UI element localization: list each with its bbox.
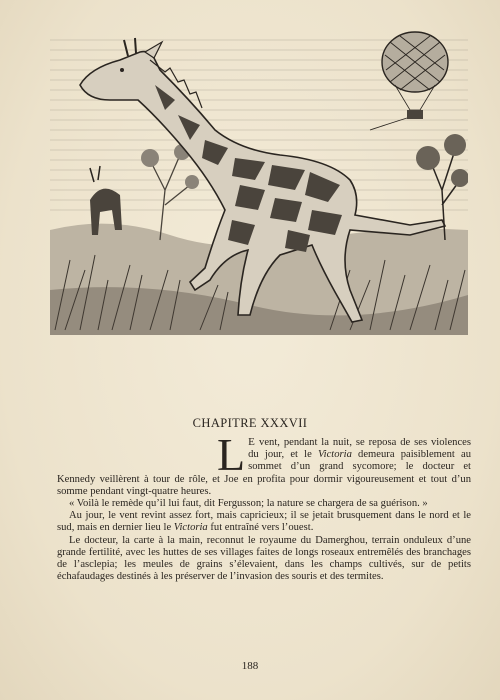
paragraph-3 [57, 510, 471, 534]
ship-name: Victoria [317, 449, 352, 461]
paragraph-3-text-a: Au jour, le vent revint assez fort, mais capricieux; il se jetait brusquement dans le nord et le sud, mais en dernier lieu le [57, 510, 471, 534]
victoria-balloon [370, 32, 448, 130]
ship-name: Victoria [173, 522, 208, 534]
page-number: 188 [241, 660, 259, 672]
paragraph-1 [57, 429, 471, 498]
lead-letter: E [248, 436, 256, 448]
chapter-title: CHAPITRE XXXVII [192, 416, 308, 430]
paragraph-1-text-a: vent, pendant la nuit, se reposa de ses violences du jour, et le [248, 437, 471, 461]
paragraph-3-text-b: fut entraîné vers l’ouest. [207, 522, 314, 534]
drop-cap-letter: L [217, 429, 246, 480]
paragraph-2: « Voilà le remède qu’il lui faut, dit Fergusson; la nature se chargera de sa guérison. » [69, 498, 428, 510]
illustration-drawing [50, 30, 468, 335]
paragraph-4: Le docteur, la carte à la main, reconnut le royaume du Damerghou, terrain onduleux d’une grande fertilité, avec les huttes de ses villages faites de longs roseaux entremêlés des branchages de l’asclepia; les meules de grains s’élevaient, dans les champs cultivés, sur de petits échafaudages destinés à les préserver de l’invasion des souris et des termites. [57, 534, 471, 583]
giraffe-balloon-illustration [50, 30, 468, 335]
paragraph-1-text-b: demeura paisiblement au sommet d’un grand sycomore; le docteur et Kennedy veillèrent à tour de rôle, et Joe en profita pour dormir vigoureusement et tout d’un somme pendant vingt-quatre heures. [57, 449, 471, 497]
body-text [57, 429, 471, 583]
